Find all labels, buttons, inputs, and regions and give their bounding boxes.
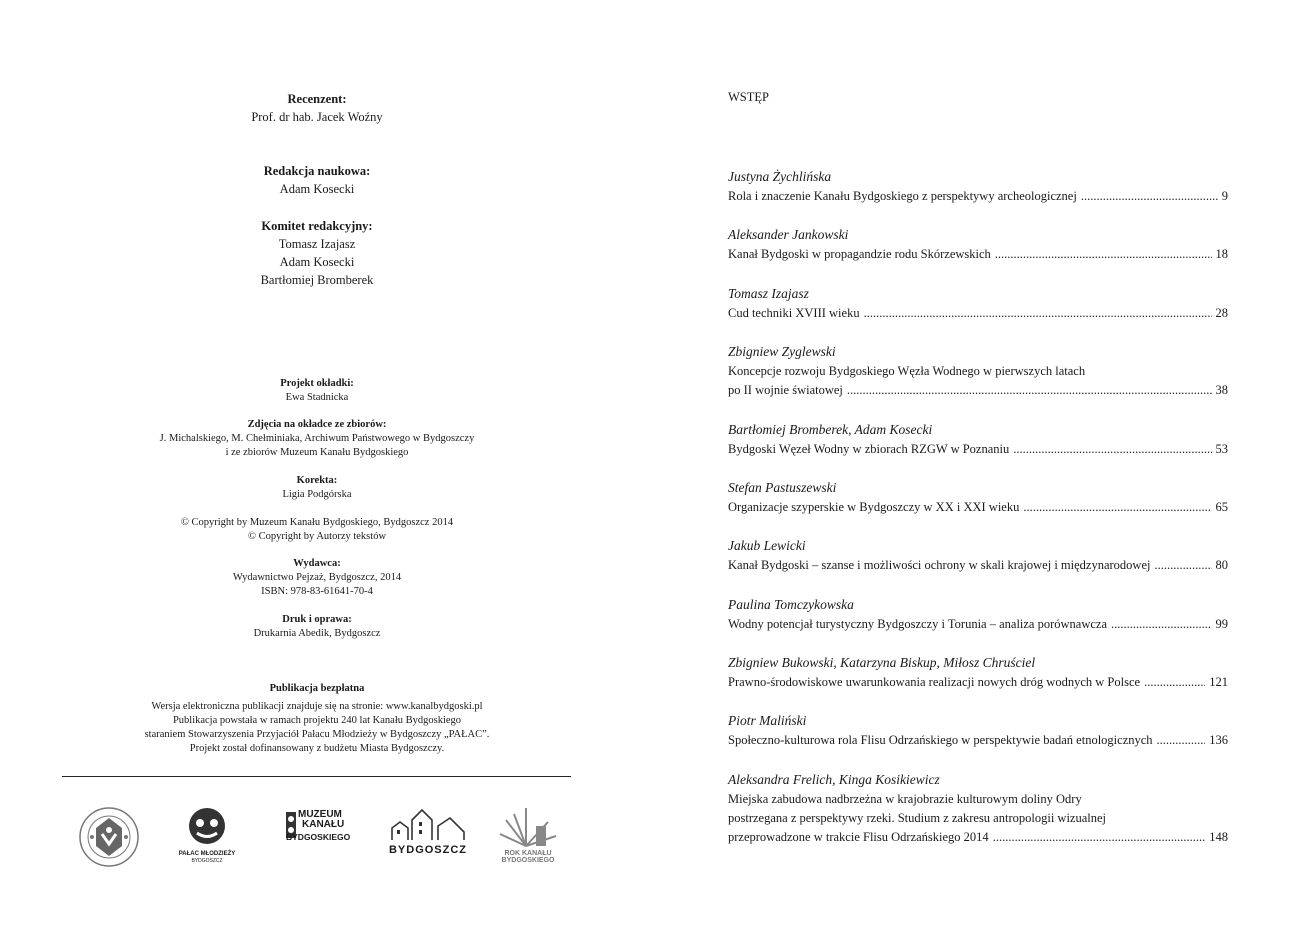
toc-title: postrzegana z perspektywy rzeki. Studium z zakresu antropologii wizualnej bbox=[728, 811, 1107, 825]
toc-entry bbox=[728, 167, 1228, 206]
copyright-line: © Copyright by Autorzy tekstów bbox=[247, 531, 387, 542]
toc-author: Tomasz Izajasz bbox=[728, 286, 809, 301]
toc-line bbox=[728, 809, 1228, 828]
toc-line bbox=[728, 187, 1228, 206]
reviewer-label: Recenzent: bbox=[287, 92, 347, 106]
toc-page: 148 bbox=[1209, 830, 1228, 844]
toc-entry bbox=[728, 536, 1228, 575]
toc-line bbox=[728, 440, 1228, 459]
logo-text: BYDGOSZCZ bbox=[191, 858, 223, 864]
toc-title: Kanał Bydgoski – szanse i możliwości ochrony w skali krajowej i międzynarodowej bbox=[728, 558, 1151, 572]
toc-entry bbox=[728, 225, 1228, 264]
toc-entry bbox=[728, 342, 1228, 400]
toc-title: Cud techniki XVIII wieku bbox=[728, 306, 860, 320]
toc-page: 38 bbox=[1215, 383, 1228, 397]
toc-page: 99 bbox=[1215, 617, 1228, 631]
logo-text: BYDGOSKIEGO bbox=[501, 857, 555, 864]
cover-label: Projekt okładki: bbox=[280, 378, 354, 389]
photos-block bbox=[62, 418, 572, 460]
museum-logo bbox=[284, 806, 351, 868]
toc-page: 18 bbox=[1215, 247, 1228, 261]
free-publication-block bbox=[62, 682, 572, 756]
toc-entry bbox=[728, 770, 1228, 847]
toc-title: przeprowadzone w trakcie Flisu Odrzańskiego 2014 bbox=[728, 830, 989, 844]
toc-page: 9 bbox=[1221, 189, 1228, 203]
editor-label: Redakcja naukowa: bbox=[263, 164, 371, 178]
toc-leader bbox=[1157, 731, 1206, 750]
university-seal-icon bbox=[78, 806, 140, 868]
committee-member: Tomasz Izajasz bbox=[278, 237, 356, 251]
toc-line bbox=[728, 362, 1228, 381]
toc-leader bbox=[1013, 440, 1211, 459]
toc-title: Społeczno-kulturowa rola Flisu Odrzańskiego w perspektywie badań etnologicznych bbox=[728, 733, 1153, 747]
toc-line bbox=[728, 245, 1228, 264]
photos-line: J. Michalskiego, M. Chełminiaka, Archiwum Państwowego w Bydgoszczy bbox=[159, 433, 475, 444]
toc-title: Koncepcje rozwoju Bydgoskiego Węzła Wodnego w pierwszych latach bbox=[728, 364, 1086, 378]
toc-entry bbox=[728, 478, 1228, 517]
free-line: Projekt został dofinansowany z budżetu Miasta Bydgoszczy. bbox=[189, 743, 445, 754]
free-label: Publikacja bezpłatna bbox=[269, 683, 365, 694]
palace-youth-logo bbox=[176, 806, 238, 868]
toc-author: Paulina Tomczykowska bbox=[728, 597, 854, 612]
publisher-block bbox=[62, 557, 572, 599]
reviewer-name: Prof. dr hab. Jacek Woźny bbox=[251, 110, 383, 124]
toc-title: po II wojnie światowej bbox=[728, 383, 843, 397]
proof-label: Korekta: bbox=[296, 475, 338, 486]
toc-line bbox=[728, 498, 1228, 517]
bydgoszcz-logo bbox=[388, 806, 468, 868]
copyright-line: © Copyright by Muzeum Kanału Bydgoskiego, Bydgoszcz 2014 bbox=[180, 517, 454, 528]
toc-title: Organizacje szyperskie w Bydgoszczy w XX i XXI wieku bbox=[728, 500, 1020, 514]
toc-entry bbox=[728, 284, 1228, 323]
logo-text: BYDGOSKIEGO bbox=[286, 832, 351, 842]
toc-leader bbox=[995, 245, 1212, 264]
toc-intro: WSTĘP bbox=[728, 90, 769, 104]
toc-author: Stefan Pastuszewski bbox=[728, 480, 837, 495]
toc-author: Justyna Żychlińska bbox=[728, 169, 832, 184]
free-line: Publikacja powstała w ramach projektu 240 lat Kanału Bydgoskiego bbox=[172, 715, 462, 726]
committee-label: Komitet redakcyjny: bbox=[261, 219, 373, 233]
print-label: Druk i oprawa: bbox=[282, 614, 352, 625]
copyright-block bbox=[62, 516, 572, 544]
toc-line bbox=[728, 556, 1228, 575]
toc-leader bbox=[993, 828, 1206, 847]
toc-page: 80 bbox=[1215, 558, 1228, 572]
toc-author: Jakub Lewicki bbox=[728, 538, 806, 553]
palace-mask-icon bbox=[182, 806, 232, 846]
committee-member: Bartłomiej Bromberek bbox=[260, 273, 374, 287]
proof-block bbox=[62, 474, 572, 502]
toc-title: Kanał Bydgoski w propagandzie rodu Skórzewskich bbox=[728, 247, 991, 261]
toc-line bbox=[728, 304, 1228, 323]
logo-text: MUZEUM bbox=[298, 809, 342, 820]
toc-line bbox=[728, 790, 1228, 809]
toc-author: Zbigniew Zyglewski bbox=[728, 344, 836, 359]
print-block bbox=[62, 613, 572, 641]
toc-line bbox=[728, 615, 1228, 634]
toc-title: Wodny potencjał turystyczny Bydgoszczy i Torunia – analiza porównawcza bbox=[728, 617, 1108, 631]
toc-author: Bartłomiej Bromberek, Adam Kosecki bbox=[728, 422, 933, 437]
toc-line bbox=[728, 828, 1228, 847]
toc-title: Prawno-środowiskowe uwarunkowania realizacji nowych dróg wodnych w Polsce bbox=[728, 675, 1141, 689]
free-line: staraniem Stowarzyszenia Przyjaciół Pałacu Młodzieży w Bydgoszczy „PAŁAC”. bbox=[144, 729, 490, 740]
toc-title: Miejska zabudowa nadbrzeżna w krajobrazie kulturowym doliny Odry bbox=[728, 792, 1082, 806]
proof-name: Ligia Podgórska bbox=[282, 489, 352, 500]
toc-line bbox=[728, 731, 1228, 750]
toc-entry bbox=[728, 653, 1228, 692]
toc-line bbox=[728, 381, 1228, 400]
editor-name: Adam Kosecki bbox=[279, 182, 355, 196]
divider-rule bbox=[62, 776, 571, 777]
editor-block bbox=[62, 162, 572, 198]
toc-author: Zbigniew Bukowski, Katarzyna Biskup, Miłosz Chruściel bbox=[728, 655, 1036, 670]
print-name: Drukarnia Abedik, Bydgoszcz bbox=[253, 628, 381, 639]
toc-title: Bydgoski Węzeł Wodny w zbiorach RZGW w Poznaniu bbox=[728, 442, 1010, 456]
toc-author: Piotr Maliński bbox=[728, 713, 807, 728]
toc-page: 136 bbox=[1209, 733, 1228, 747]
toc-leader bbox=[1023, 498, 1211, 517]
toc-leader bbox=[1111, 615, 1211, 634]
toc-leader bbox=[1154, 556, 1211, 575]
cover-name: Ewa Stadnicka bbox=[285, 392, 349, 403]
logo-text: PAŁAC MŁODZIEŻY bbox=[178, 851, 236, 857]
toc-leader bbox=[847, 381, 1212, 400]
committee-member: Adam Kosecki bbox=[279, 255, 355, 269]
toc-leader bbox=[864, 304, 1212, 323]
logo-text: BYDGOSZCZ bbox=[388, 844, 468, 856]
free-line: Wersja elektroniczna publikacji znajduje się na stronie: www.kanalbydgoski.pl bbox=[151, 701, 483, 712]
sunburst-icon bbox=[498, 806, 558, 850]
cover-block bbox=[62, 377, 572, 405]
toc-title: Rola i znaczenie Kanału Bydgoskiego z perspektywy archeologicznej bbox=[728, 189, 1077, 203]
toc-entry bbox=[728, 420, 1228, 459]
toc-leader bbox=[1144, 673, 1205, 692]
canal-year-logo bbox=[498, 806, 558, 868]
photos-line: i ze zbiorów Muzeum Kanału Bydgoskiego bbox=[225, 447, 409, 458]
toc-line bbox=[728, 673, 1228, 692]
isbn: ISBN: 978-83-61641-70-4 bbox=[261, 586, 373, 597]
city-skyline-icon bbox=[388, 806, 468, 846]
toc-entry bbox=[728, 711, 1228, 750]
reviewer-block bbox=[62, 90, 572, 126]
toc-page: 65 bbox=[1215, 500, 1228, 514]
logo-text: ROK KANAŁU bbox=[504, 850, 552, 857]
toc-entry bbox=[728, 595, 1228, 634]
publisher-label: Wydawca: bbox=[293, 558, 341, 569]
logo-text: KANAŁU bbox=[302, 819, 345, 830]
publisher-name: Wydawnictwo Pejzaż, Bydgoszcz, 2014 bbox=[232, 572, 402, 583]
toc-page: 28 bbox=[1215, 306, 1228, 320]
toc-leader bbox=[1081, 187, 1218, 206]
committee-block bbox=[62, 217, 572, 289]
toc-page: 121 bbox=[1209, 675, 1228, 689]
toc-author: Aleksander Jankowski bbox=[728, 227, 849, 242]
toc-page: 53 bbox=[1215, 442, 1228, 456]
toc-author: Aleksandra Frelich, Kinga Kosikiewicz bbox=[728, 772, 940, 787]
photos-label: Zdjęcia na okładce ze zbiorów: bbox=[247, 419, 387, 430]
